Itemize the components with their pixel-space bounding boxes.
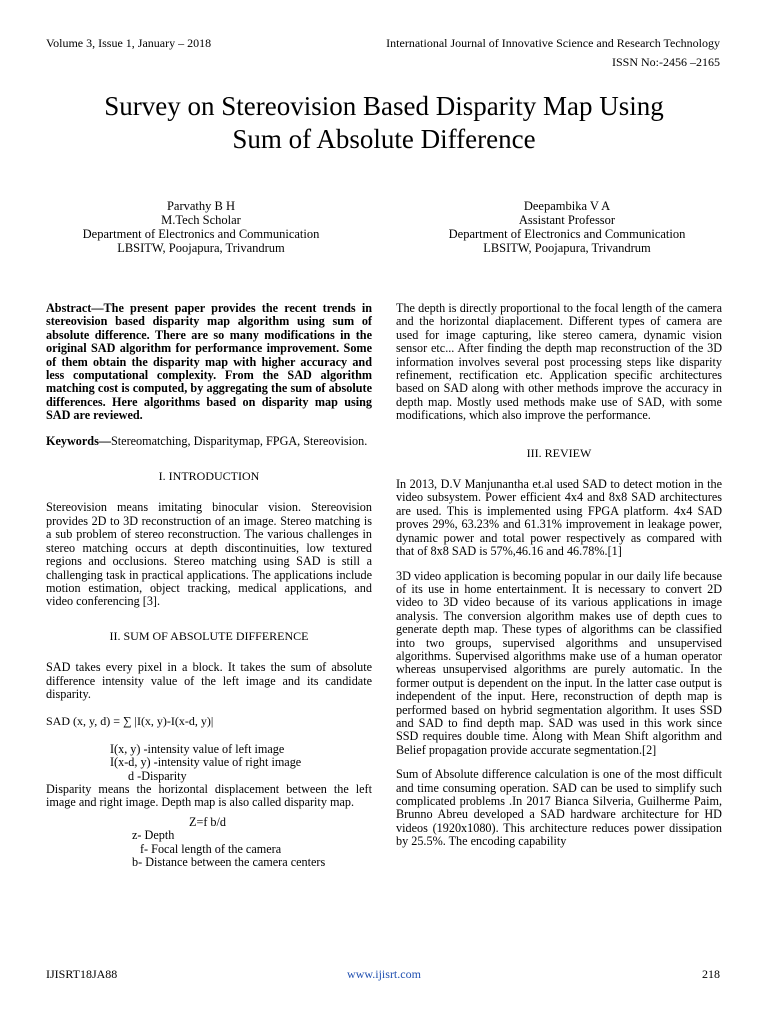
left-column	[46, 302, 372, 869]
title-line-1: Survey on Stereovision Based Disparity Map Using	[104, 91, 664, 121]
issn: ISSN No:-2456 –2165	[611, 55, 720, 69]
sad-term: d -Disparity	[128, 768, 187, 783]
author-2-role: Assistant Professor	[518, 213, 616, 227]
sad-term: I(x, y) -intensity value of left image	[110, 741, 285, 756]
section-3-heading: III. REVIEW	[526, 445, 592, 460]
paper-title	[0, 90, 768, 156]
review-paragraph-2: 3D video application is becoming popular in our daily life because of its use in home entertainment. It is necessary to convert 2D video to 3D video because of its various applications in image analysis. The conversion algorithm makes use of depth cues to generate depth map. These types of algorithms can be classified into two groups, supervised algorithms and unsupervised algorithms. Supervised algorithms make use of a human operator whereas unsupervised algorithms are purely automatic. In the former output is dependent on the input. In the latter case output is independent of the input. Here, reconstruction of depth map is performed based on hybrid segmentation algorithm. It uses SSD and SAD to find depth map. SAD was used in this work since SSD requires double time. Along with Mean Shift algorithm and Belief propagation provide accurate segmentation.[2]	[396, 568, 722, 757]
paper-id: IJISRT18JA88	[46, 967, 118, 981]
section-2-heading: II. SUM OF ABSOLUTE DIFFERENCE	[109, 628, 309, 643]
author-1-dept: Department of Electronics and Communication	[82, 227, 320, 241]
journal-url-link[interactable]: www.ijisrt.com	[347, 967, 421, 981]
keywords-text: Stereomatching, Disparitymap, FPGA, Stereovision.	[111, 433, 368, 448]
sad-terms	[46, 743, 372, 783]
keywords-label: Keywords—	[46, 433, 111, 448]
keywords	[46, 435, 372, 448]
disparity-text: Disparity means the horizontal displacement between the left image and right image. Depth map is also called disparity map.	[46, 781, 372, 810]
author-1-role: M.Tech Scholar	[161, 213, 241, 227]
right-column	[396, 302, 722, 849]
depth-formula: Z=f b/d	[189, 814, 226, 829]
title-line-2: Sum of Absolute Difference	[232, 124, 536, 154]
section-1-heading: I. INTRODUCTION	[158, 469, 260, 484]
volume-info: Volume 3, Issue 1, January – 2018	[46, 36, 212, 50]
journal-name: International Journal of Innovative Science and Research Technology	[386, 36, 720, 50]
depth-term: f- Focal length of the camera	[140, 841, 282, 856]
author-2-inst: LBSITW, Poojapura, Trivandrum	[483, 241, 651, 255]
author-2-dept: Department of Electronics and Communication	[448, 227, 686, 241]
sad-formula: SAD (x, y, d) = ∑ |I(x, y)-I(x-d, y)|	[46, 714, 214, 729]
section-1-text: Stereovision means imitating binocular vision. Stereovision provides 2D to 3D reconstruction of an image. Stereo matching is a sub problem of stereo reconstruction. The various challenges in stereo matching occurs at depth discontinuities, low textured regions and occlusions. Stereo matching using SAD is still a challenging task in practical applications. The applications include motion estimation, object tracking, medical applications, and video conferencing [3].	[46, 500, 372, 609]
depth-terms	[46, 829, 372, 869]
depth-term: b- Distance between the camera centers	[132, 855, 326, 869]
author-1-inst: LBSITW, Poojapura, Trivandrum	[117, 241, 285, 255]
author-1	[46, 199, 356, 255]
author-2-name: Deepambika V A	[523, 199, 611, 213]
author-1-name: Parvathy B H	[166, 199, 236, 213]
right-intro-paragraph: The depth is directly proportional to the focal length of the camera and the horizontal diaplacement. Different types of camera are used for image capturing, like stereo camera, dynamic vision sensor etc... After finding the depth map reconstruction of the 3D information involves several post processing steps like disparity refinement, rectification etc. Application specific architectures based on SAD along with other methods improve the accuracy in depth map. Mostly used methods make use of SAD, with some modifications, which also improve the performance.	[396, 301, 722, 423]
author-2	[412, 199, 722, 255]
page-number: 218	[702, 967, 720, 981]
abstract: Abstract—The present paper provides the recent trends in stereovision based disparity map algorithm using sum of absolute difference. There are so many modifications in the original SAD algorithm for performance improvement. Some of them obtain the disparity map with higher accuracy and less computational complexity. From the SAD algorithm matching cost is computed, by aggregating the sum of absolute differences. Here algorithms based on disparity map using SAD are reviewed.	[46, 301, 372, 423]
sad-term: I(x-d, y) -intensity value of right image	[110, 755, 302, 770]
depth-term: z- Depth	[132, 828, 175, 843]
section-2-text: SAD takes every pixel in a block. It takes the sum of absolute difference intensity value of the left image and its candidate disparity.	[46, 660, 372, 701]
review-paragraph-1: In 2013, D.V Manjunantha et.al used SAD to detect motion in the video subsystem. Power efficient 4x4 and 8x8 SAD architectures are used. This is implemented using FPGA platform. 4x4 SAD proves 29%, 63.23% and 61.31% improvement in leakage power, dynamic power and total power respectively as compared with that of 8x8 SAD is 57%,46.16 and 46.78%.[1]	[396, 477, 722, 559]
review-paragraph-3: Sum of Absolute difference calculation is one of the most difficult and time consuming operation. SAD can be used to simplify such complicated problems .In 2017 Bianca Silveria, Guilherme Paim, Brunno Abreu developed a SAD hardware architecture for HD videos (1920x1080). This architecture reduces power dissipation by 25.5%. The encoding capability	[396, 767, 722, 849]
